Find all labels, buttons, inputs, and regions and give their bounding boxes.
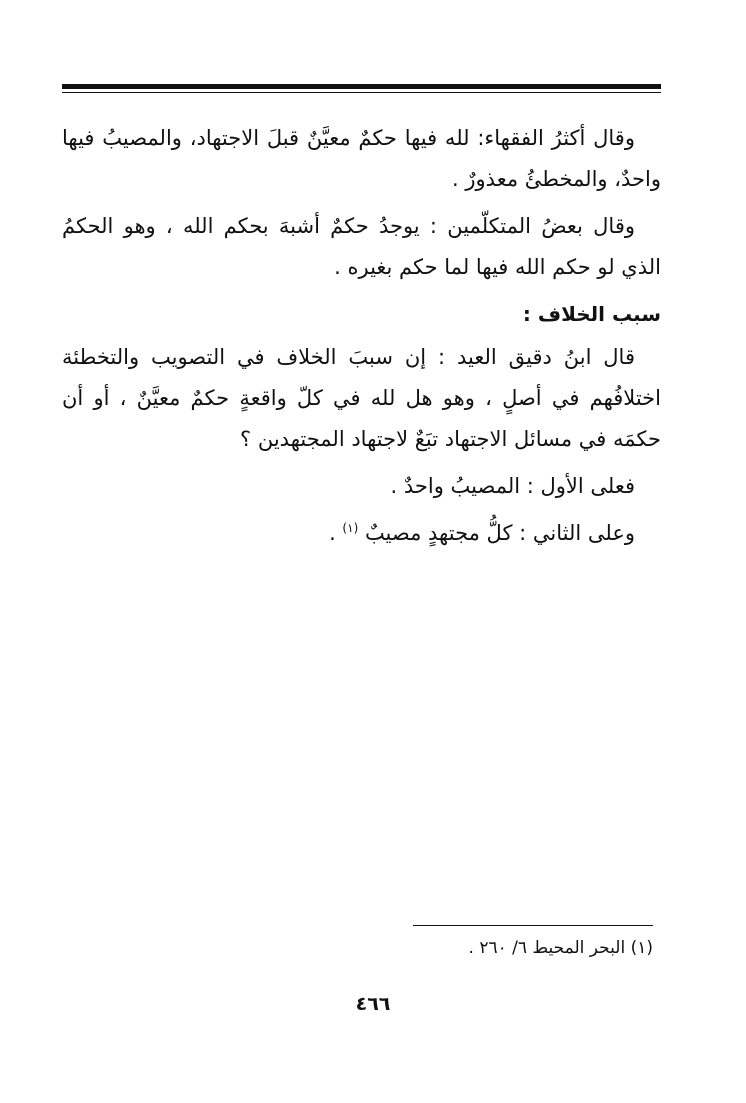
- footnote: (١) البحر المحيط ٦/ ٢٦٠ .: [468, 938, 653, 958]
- body-text: [62, 118, 661, 560]
- paragraph-fuqaha: وقال أكثرُ الفقهاء: لله فيها حكمٌ معيَّنٌ قبلَ الاجتهاد، والمصيبُ فيها واحدٌ، والمخطئُ معذورٌ .: [62, 126, 661, 191]
- header-rule-thin: [62, 92, 661, 93]
- header-rule-thick: [62, 84, 661, 89]
- paragraph-ibn-daqiq: قال ابنُ دقيق العيد : إن سببَ الخلاف في التصويب والتخطئة اختلافُهم في أصلٍ ، وهو هل لله في كلّ واقعةٍ حكمٌ معيَّنٌ ، أو أن حكمَه في مسائل الاجتهاد تبَعٌ لاجتهاد المجتهدين ؟: [62, 345, 661, 451]
- section-heading: سبب الخلاف :: [522, 302, 661, 326]
- paragraph-second-view-end: .: [329, 521, 343, 545]
- paragraph-first-view: فعلى الأول : المصيبُ واحدٌ .: [390, 474, 635, 498]
- page-number: ٤٦٦: [355, 993, 391, 1015]
- paragraph-second-view-text: وعلى الثاني : كلُّ مجتهدٍ مصيبٌ: [364, 521, 635, 545]
- footnote-reference: (١): [342, 521, 359, 535]
- paragraph-mutakallimin: وقال بعضُ المتكلّمين : يوجدُ حكمٌ أشبهَ بحكم الله ، وهو الحكمُ الذي لو حكم الله فيها لما حكم بغيره .: [62, 214, 661, 279]
- footnote-rule: [413, 925, 653, 926]
- paragraph-second-view: [62, 513, 661, 554]
